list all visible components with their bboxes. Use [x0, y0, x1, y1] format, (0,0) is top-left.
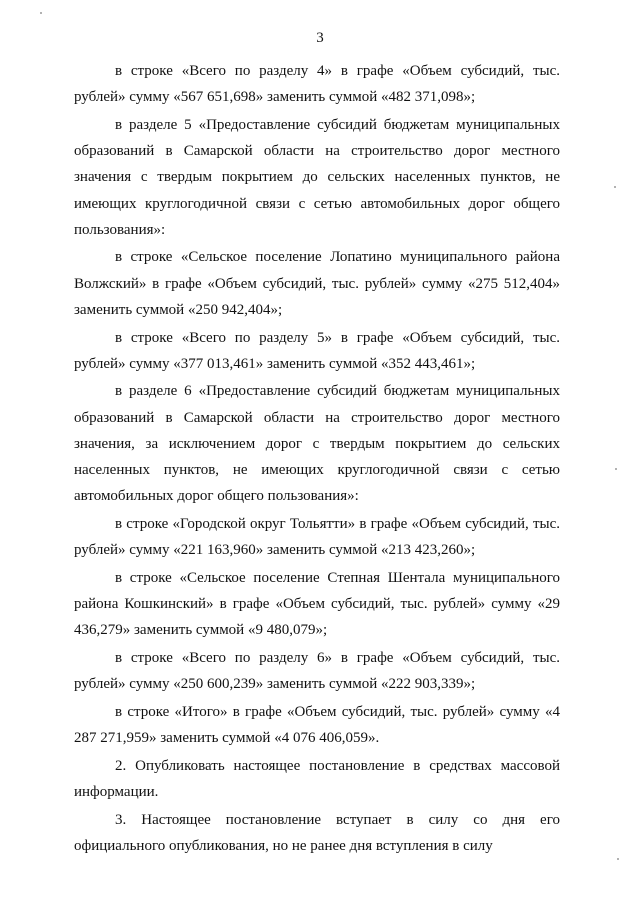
- paragraph-section4-total: в строке «Всего по разделу 4» в графе «Объем субсидий, тыс. рублей» сумму «567 651,698» заменить суммой «482 371,098»;: [74, 63, 560, 106]
- scan-speck: [40, 12, 42, 14]
- paragraph-lopatino: в строке «Сельское поселение Лопатино муниципального района Волжский» в графе «Объем субсидий, тыс. рублей» сумму «275 512,404» заменить суммой «250 942,404»;: [74, 249, 560, 318]
- document-body: [74, 58, 560, 861]
- page-number: 3: [316, 30, 324, 46]
- paragraph-section6-total: в строке «Всего по разделу 6» в графе «Объем субсидий, тыс. рублей» сумму «250 600,239» заменить суммой «222 903,339»;: [74, 649, 560, 693]
- paragraph-stepnaya-shentala: в строке «Сельское поселение Степная Шентала муниципального района Кошкинский» в графе «Объем субсидий, тыс. рублей» сумму «29 436,279» заменить суммой «9 480,079»;: [74, 569, 560, 639]
- paragraph-grand-total: в строке «Итого» в графе «Объем субсидий, тыс. рублей» сумму «4 287 271,959» заменить суммой «4 076 406,059».: [74, 703, 560, 747]
- paragraph-publish: 2. Опубликовать настоящее постановление в средствах массовой информации.: [74, 757, 560, 800]
- scan-speck: [614, 186, 616, 188]
- paragraph-togliatti: в строке «Городской округ Тольятти» в графе «Объем субсидий, тыс. рублей» сумму «221 163,960» заменить суммой «213 423,260»;: [74, 515, 560, 559]
- paragraph-section5-heading: в разделе 5 «Предоставление субсидий бюджетам муниципальных образований в Самарской области на строительство дорог местного значения с твердым покрытием до сельских населенных пунктов, не имеющих круглогодичной связи с сетью автомобильных дорог общего пользования»:: [74, 116, 560, 238]
- paragraph-entry-into-force: 3. Настоящее постановление вступает в силу со дня его официального опубликования, но не ранее дня вступления в силу: [74, 811, 560, 854]
- scan-speck: [615, 468, 617, 470]
- paragraph-section6-heading: в разделе 6 «Предоставление субсидий бюджетам муниципальных образований в Самарской области на строительство дорог местного значения, за исключением дорог с твердым покрытием до сельских населенных пунктов, не имеющих круглогодичной связи с сетью автомобильных дорог общего пользования»:: [74, 383, 560, 505]
- scan-speck: [617, 858, 619, 860]
- paragraph-section5-total: в строке «Всего по разделу 5» в графе «Объем субсидий, тыс. рублей» сумму «377 013,461» заменить суммой «352 443,461»;: [74, 329, 560, 372]
